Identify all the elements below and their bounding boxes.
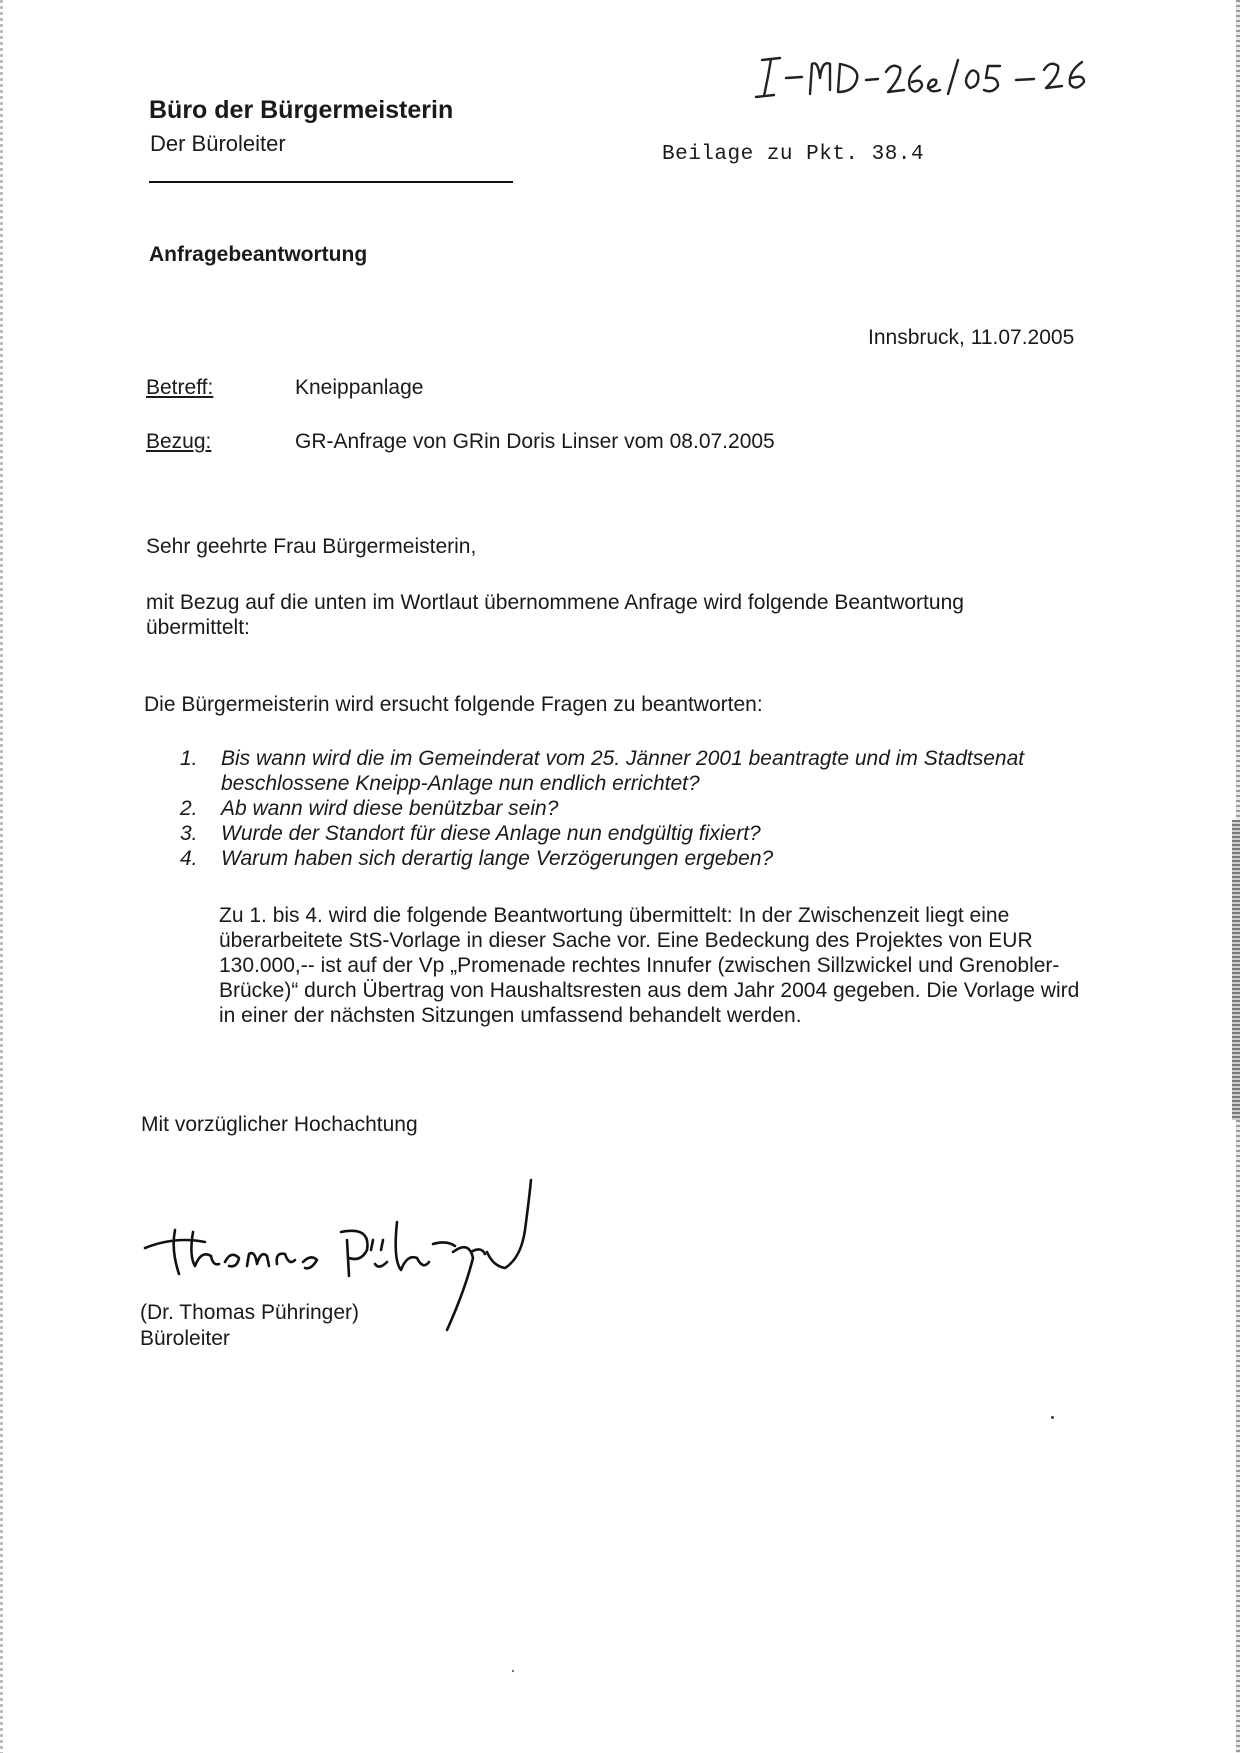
reference-value: GR-Anfrage von GRin Doris Linser vom 08.07.2005	[295, 430, 775, 453]
question-number: 3.	[180, 822, 198, 845]
letterhead-divider	[149, 181, 513, 183]
handwritten-reference	[752, 48, 1092, 108]
intro-paragraph: mit Bezug auf die unten im Wortlaut übernommene Anfrage wird folgende Beantwortung übermittelt:	[146, 591, 964, 639]
question-list	[178, 746, 1038, 871]
signer-name: (Dr. Thomas Pühringer)	[140, 1301, 360, 1324]
place-date: Innsbruck, 11.07.2005	[868, 326, 1075, 349]
question-item	[178, 746, 1038, 796]
question-text: Ab wann wird diese benützbar sein?	[221, 797, 559, 820]
question-item	[178, 821, 1038, 846]
subject-value: Kneippanlage	[295, 376, 424, 399]
scan-edge-shadow	[1232, 820, 1240, 1120]
question-text: Wurde der Standort für diese Anlage nun endgültig fixiert?	[221, 822, 761, 845]
salutation: Sehr geehrte Frau Bürgermeisterin,	[146, 535, 477, 558]
question-item	[178, 846, 1038, 871]
question-text: Warum haben sich derartig lange Verzögerungen ergeben?	[221, 847, 774, 870]
document-type: Anfragebeantwortung	[149, 243, 368, 266]
question-number: 4.	[180, 847, 198, 870]
reference-label: Bezug:	[146, 430, 212, 453]
attachment-note: Beilage zu Pkt. 38.4	[662, 143, 925, 166]
handwritten-reference-drawing	[752, 48, 1092, 108]
scan-edge-left	[0, 0, 3, 1753]
letterhead-subtitle: Der Büroleiter	[150, 131, 286, 156]
subject-label: Betreff:	[146, 376, 214, 399]
letterhead-title: Büro der Bürgermeisterin	[149, 96, 454, 124]
scan-speck	[1051, 1416, 1054, 1419]
question-item	[178, 796, 1038, 821]
closing-phrase: Mit vorzüglicher Hochachtung	[141, 1113, 418, 1136]
signer-role: Büroleiter	[140, 1327, 230, 1350]
answer-paragraph: Zu 1. bis 4. wird die folgende Beantwortung übermittelt: In der Zwischenzeit liegt eine überarbeitete StS-Vorlage in dieser Sache vor. Eine Bedeckung des Projektes von EUR 130.000,-- ist auf der Vp „Promenade rechtes Innufer (zwischen Sillzwickel und Grenobler-Brücke)“ durch Übertrag von Haushaltsresten aus dem Jahr 2004 gegeben. Die Vorlage wird in einer der nächsten Sitzungen umfassend behandelt werden.	[219, 904, 1080, 1027]
question-text: Bis wann wird die im Gemeinderat vom 25. Jänner 2001 beantragte und im Stadtsenat beschlossene Kneipp-Anlage nun endlich errichtet?	[221, 747, 1025, 795]
question-number: 2.	[180, 797, 198, 820]
question-number: 1.	[180, 747, 198, 770]
question-intro: Die Bürgermeisterin wird ersucht folgende Fragen zu beantworten:	[144, 693, 763, 716]
scan-speck	[512, 1670, 514, 1672]
